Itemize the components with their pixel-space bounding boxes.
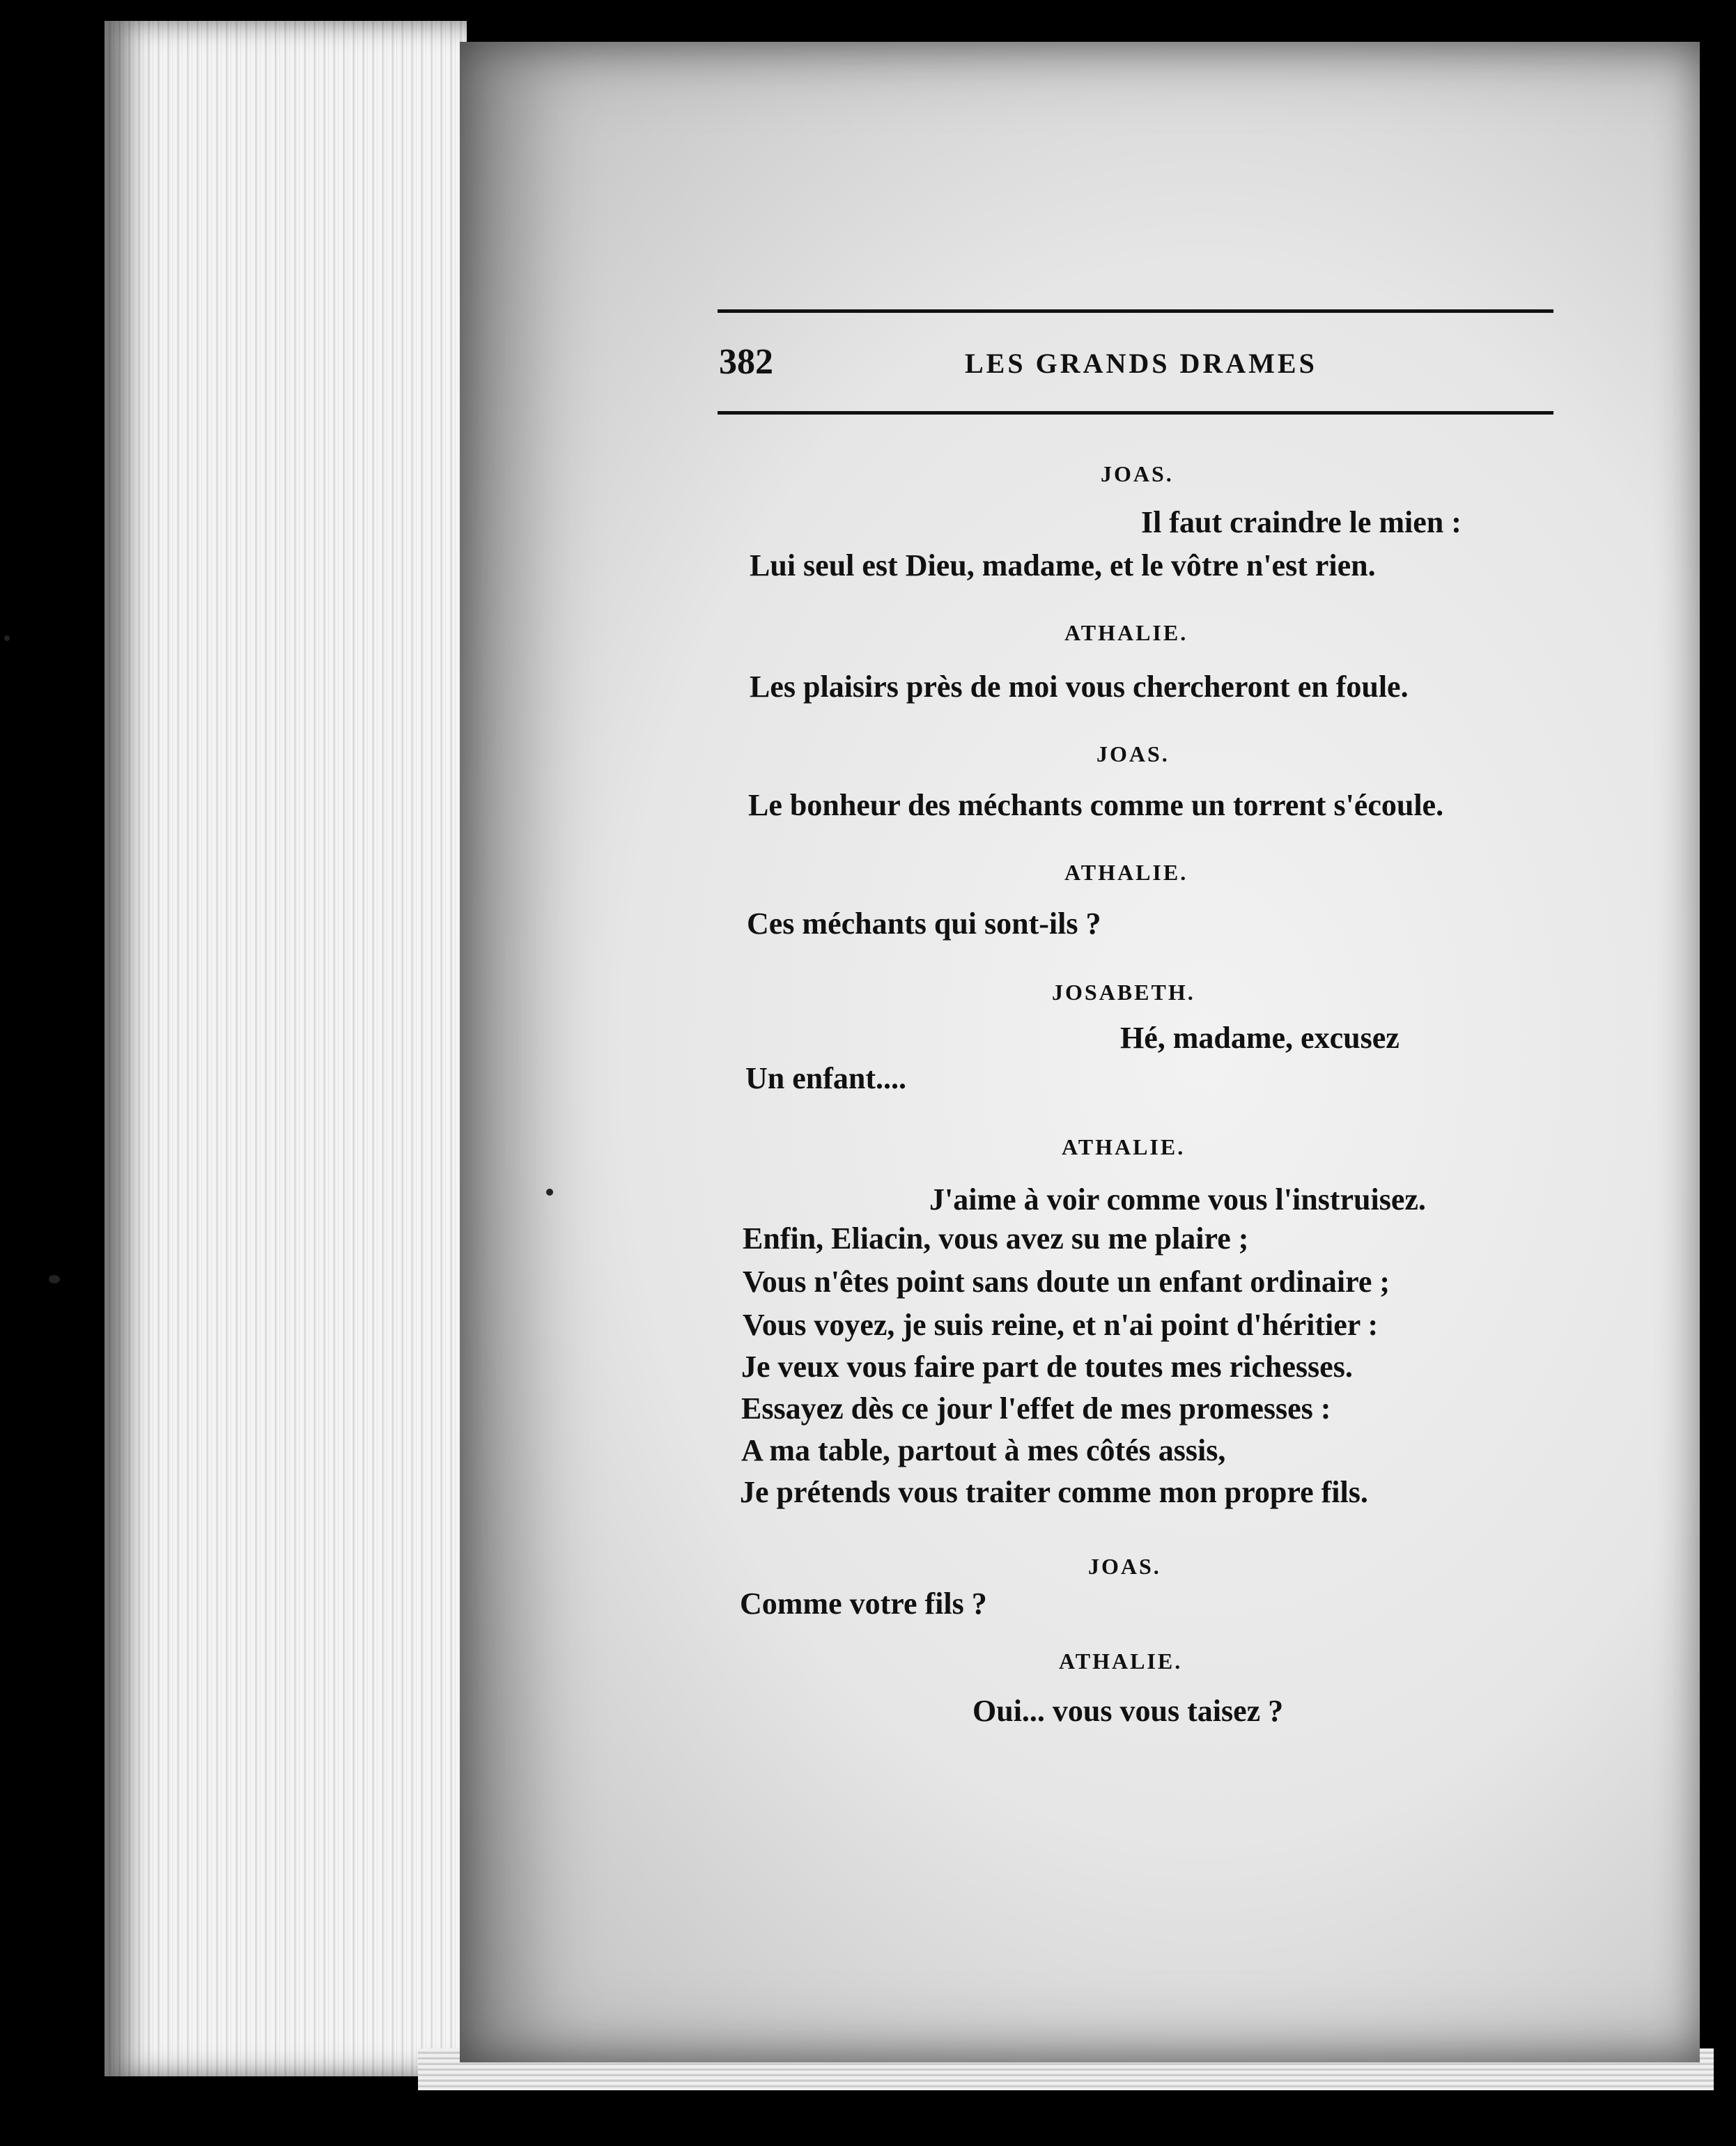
speaker-label: ATHALIE.	[1059, 1649, 1183, 1674]
running-title: LES GRANDS DRAMES	[965, 348, 1317, 379]
scan-speck	[49, 1275, 60, 1283]
verse-line: Enfin, Eliacin, vous avez su me plaire ;	[743, 1221, 1249, 1256]
verse-line: Je prétends vous traiter comme mon propre fils.	[740, 1475, 1368, 1509]
verse-line: Oui... vous vous taisez ?	[972, 1694, 1284, 1728]
verse-line: Hé, madame, excusez	[1120, 1021, 1400, 1055]
speaker-label: ATHALIE.	[1064, 860, 1188, 885]
running-head	[718, 341, 1553, 390]
verse-line: Un enfant....	[745, 1061, 907, 1095]
page-number: 382	[719, 342, 773, 382]
verse-line: Vous n'êtes point sans doute un enfant ordinaire ;	[743, 1265, 1390, 1299]
verse-line: Ces méchants qui sont-ils ?	[747, 906, 1101, 941]
verse-line: Je veux vous faire part de toutes mes richesses.	[741, 1350, 1353, 1384]
verse-line: Essayez dès ce jour l'effet de mes promesses :	[741, 1391, 1331, 1426]
speaker-label: ATHALIE.	[1062, 1134, 1186, 1159]
verse-line: J'aime à voir comme vous l'instruisez.	[929, 1182, 1426, 1217]
verse-line: Les plaisirs près de moi vous chercheront en foule.	[750, 670, 1409, 704]
verse-line: Le bonheur des méchants comme un torrent s'écoule.	[748, 788, 1444, 822]
scan-speck	[4, 635, 10, 641]
verse-line: Vous voyez, je suis reine, et n'ai point d'héritier :	[743, 1308, 1379, 1342]
header-rule-bottom	[718, 411, 1553, 415]
speaker-label: ATHALIE.	[1064, 620, 1188, 645]
page-edges	[104, 21, 467, 2076]
speaker-label: JOAS.	[1101, 461, 1174, 486]
verse-line: Comme votre fils ?	[740, 1587, 987, 1621]
verse-line: Il faut craindre le mien :	[1141, 505, 1462, 539]
speaker-label: JOSABETH.	[1052, 980, 1195, 1005]
speaker-label: JOAS.	[1096, 741, 1170, 766]
verse-line: Lui seul est Dieu, madame, et le vôtre n'est rien.	[750, 548, 1376, 582]
scan-speck	[546, 1189, 553, 1196]
header-rule-top	[718, 309, 1553, 313]
verse-line: A ma table, partout à mes côtés assis,	[741, 1433, 1226, 1467]
speaker-label: JOAS.	[1088, 1554, 1161, 1579]
